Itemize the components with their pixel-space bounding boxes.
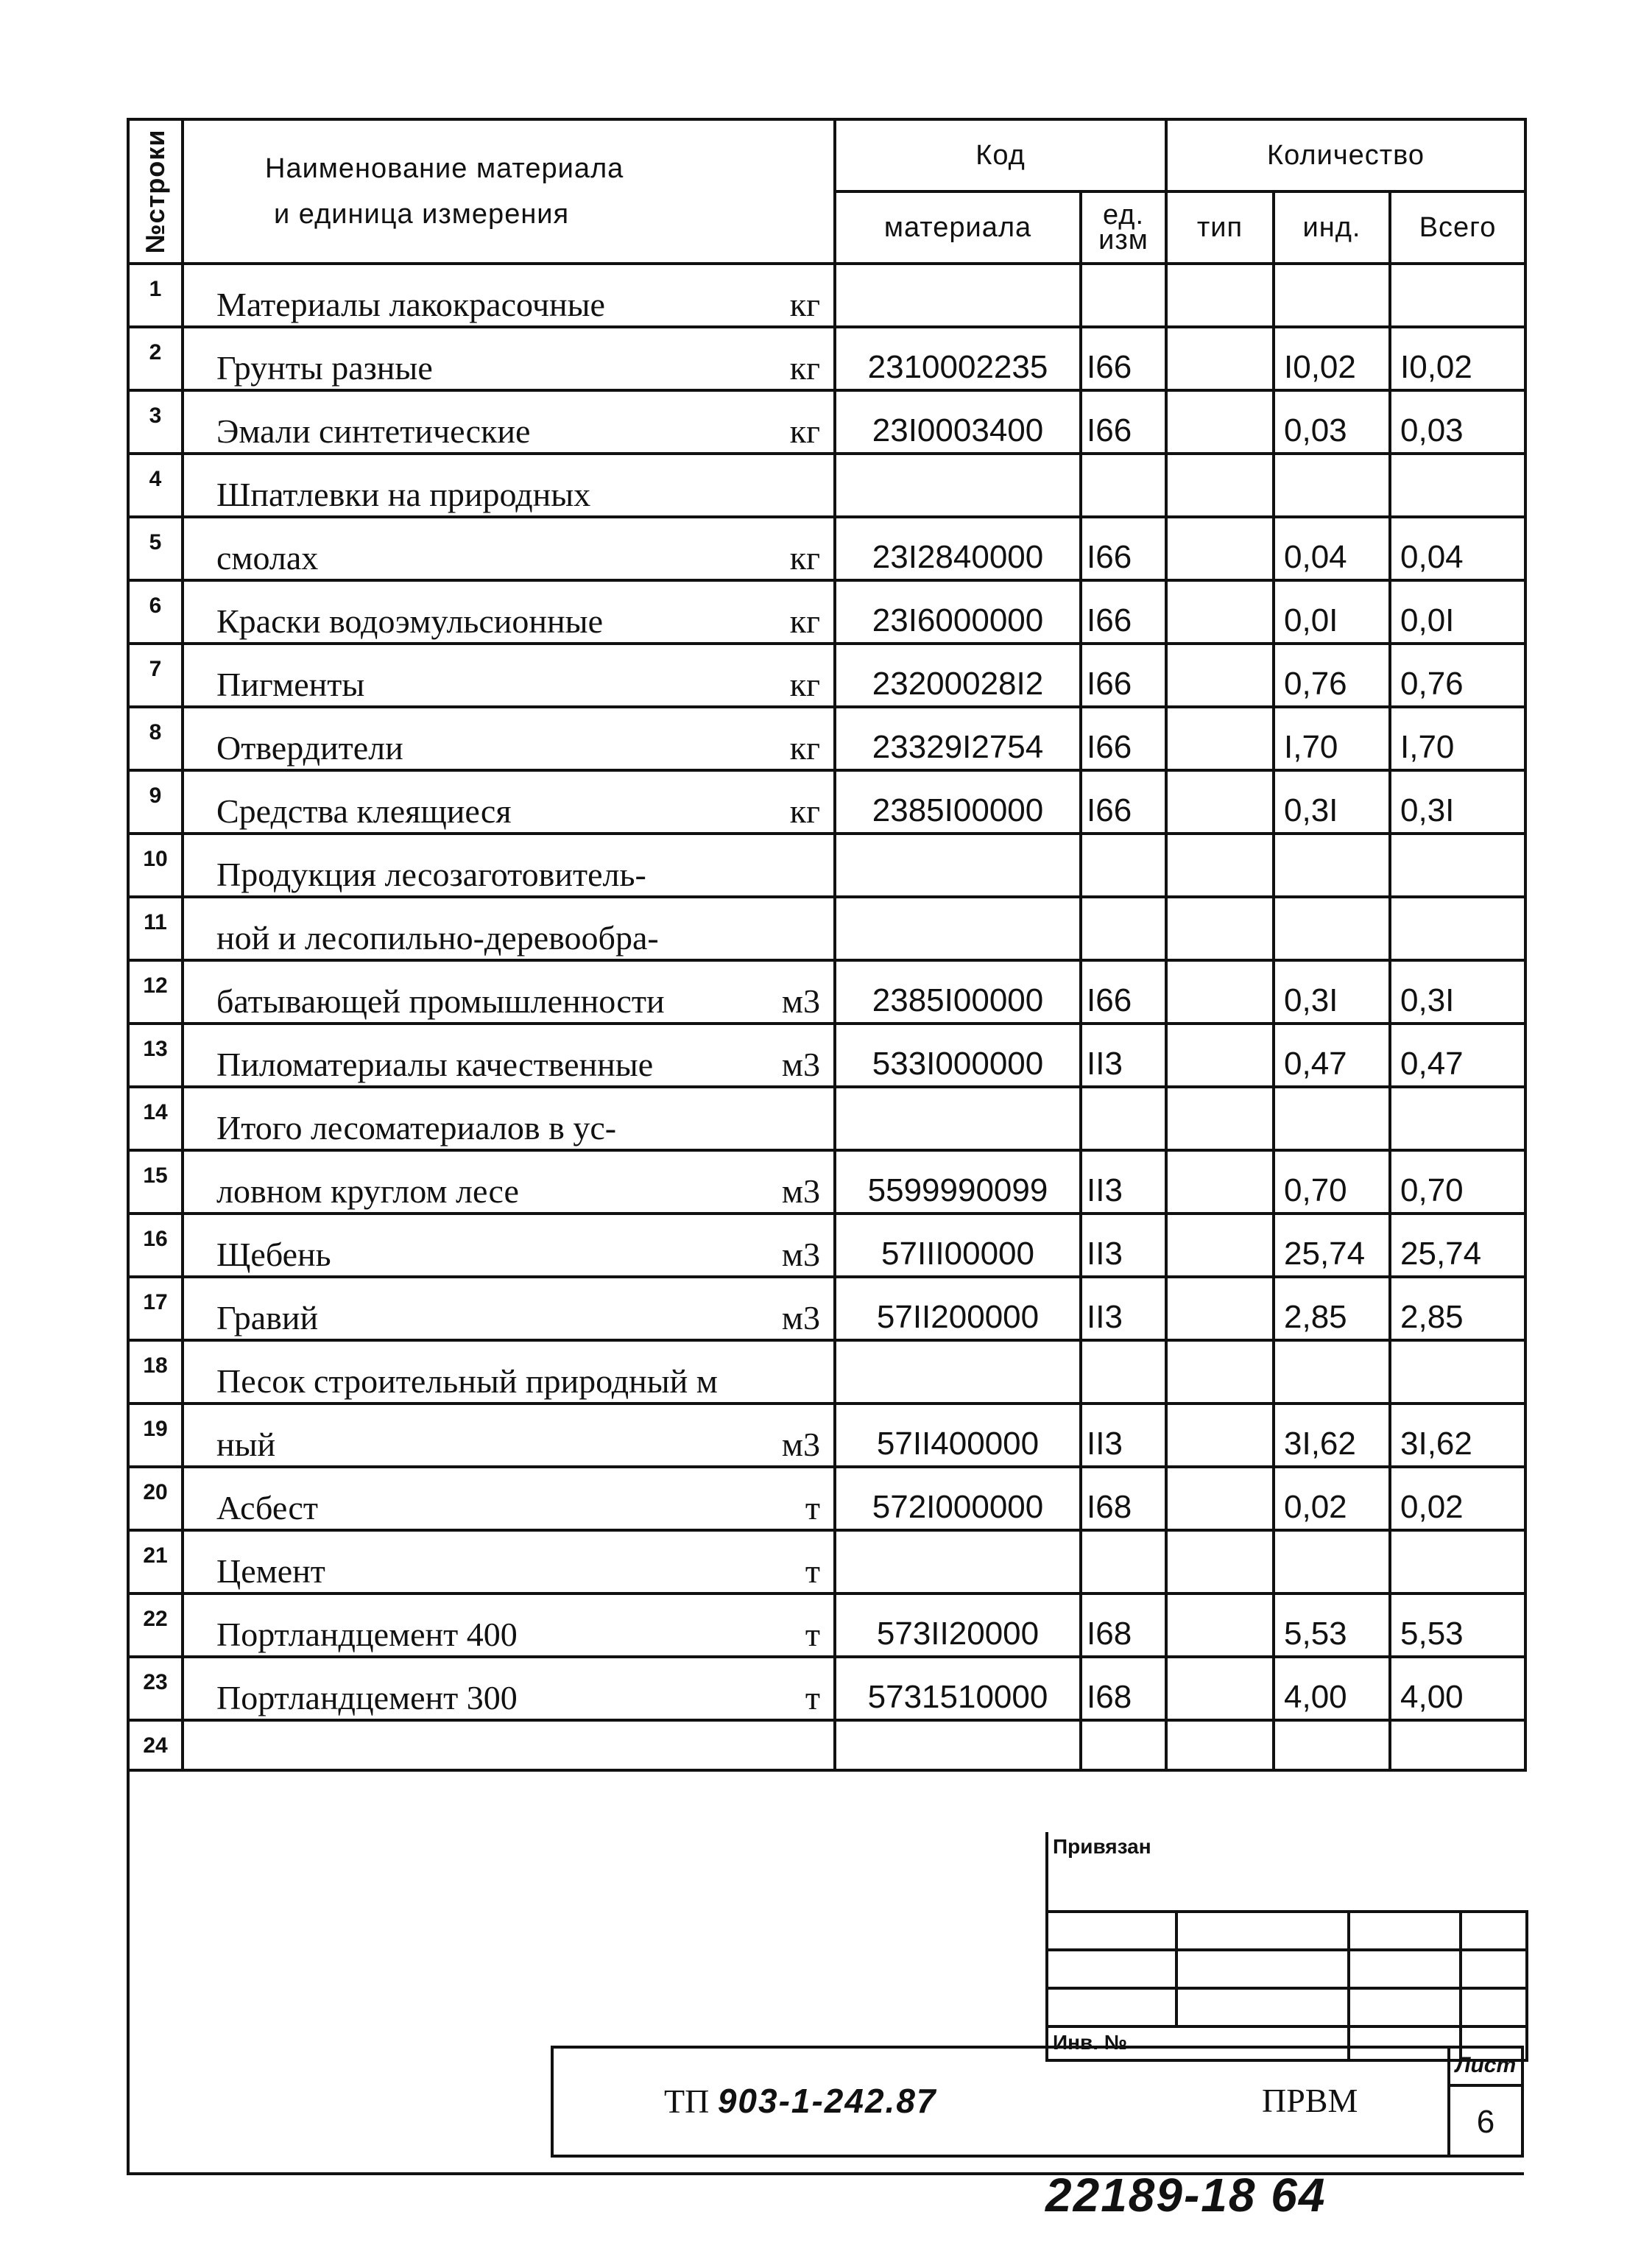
quantity-total [1390,454,1525,517]
unit-code [1081,1087,1166,1150]
table-row [128,1277,1525,1340]
name-header-line1: Наименование материала [265,153,624,184]
quantity-ind: 0,76 [1274,644,1390,707]
quantity-ind: 4,00 [1274,1657,1390,1720]
material-name-cell [183,327,835,390]
sheet-label: Лист [1450,2049,1521,2087]
unit-code: I68 [1081,1467,1166,1530]
material-name-cell [183,897,835,960]
quantity-type [1166,1214,1274,1277]
material-name: Грунты разные [216,349,433,387]
unit-code [1081,264,1166,327]
material-code: 2385I00000 [835,960,1081,1024]
quantity-type [1166,390,1274,454]
quantity-total: I0,02 [1390,327,1525,390]
quantity-ind-header: инд. [1274,191,1390,264]
row-number: 13 [128,1024,183,1087]
material-name: батывающей промышленности [216,982,665,1020]
row-number: 19 [128,1404,183,1467]
table-row [128,960,1525,1024]
row-number: 22 [128,1593,183,1657]
quantity-ind: 0,3I [1274,770,1390,834]
quantity-ind: 0,70 [1274,1150,1390,1214]
unit-code: I68 [1081,1657,1166,1720]
quantity-ind [1274,834,1390,897]
quantity-type [1166,707,1274,770]
title-block [551,2046,1524,2158]
material-code [835,1340,1081,1404]
material-name: ный [216,1426,276,1463]
material-unit: кг [789,412,820,450]
material-code: 573II20000 [835,1593,1081,1657]
material-code: 23200028I2 [835,644,1081,707]
material-unit: кг [789,349,820,387]
row-number: 1 [128,264,183,327]
row-number: 8 [128,707,183,770]
quantity-ind [1274,897,1390,960]
material-code: 5599990099 [835,1150,1081,1214]
table-row [128,517,1525,580]
quantity-type-header: тип [1166,191,1274,264]
material-name: Пиломатериалы качественные [216,1046,654,1083]
quantity-type [1166,1467,1274,1530]
material-name-cell [183,580,835,644]
quantity-total: 25,74 [1390,1214,1525,1277]
quantity-ind [1274,454,1390,517]
material-name: Пигменты [216,666,365,703]
table-row [128,770,1525,834]
quantity-ind: 0,47 [1274,1024,1390,1087]
material-code: 2310002235 [835,327,1081,390]
unit-code: II3 [1081,1277,1166,1340]
unit-code: II3 [1081,1214,1166,1277]
material-unit: кг [789,666,820,703]
table-row [128,1467,1525,1530]
quantity-total [1390,1530,1525,1593]
table-row [128,644,1525,707]
materials-table [127,118,1527,1772]
row-number: 11 [128,897,183,960]
document-mark: ПРВМ [1262,2082,1358,2119]
quantity-total-header: Всего [1390,191,1525,264]
quantity-total: 0,3I [1390,770,1525,834]
unit-code: I66 [1081,390,1166,454]
row-number: 2 [128,327,183,390]
quantity-ind: 25,74 [1274,1214,1390,1277]
unit-code: I66 [1081,327,1166,390]
code-material-header: материала [835,191,1081,264]
row-number: 14 [128,1087,183,1150]
material-name: смолах [216,539,319,577]
quantity-type [1166,1404,1274,1467]
material-unit: т [805,1616,820,1653]
quantity-type [1166,327,1274,390]
quantity-type [1166,454,1274,517]
table-body [128,264,1525,1770]
row-number: 23 [128,1657,183,1720]
quantity-ind: 0,02 [1274,1467,1390,1530]
material-code: 5731510000 [835,1657,1081,1720]
table-row [128,834,1525,897]
material-code [835,897,1081,960]
material-name: Песок строительный природный м [216,1362,718,1400]
quantity-type [1166,517,1274,580]
table-row [128,1087,1525,1150]
material-name-cell [183,1214,835,1277]
material-name-cell [183,517,835,580]
quantity-ind: 2,85 [1274,1277,1390,1340]
material-name-cell [183,1024,835,1087]
quantity-ind: I0,02 [1274,327,1390,390]
material-name: Гравий [216,1299,319,1336]
quantity-type [1166,580,1274,644]
quantity-ind: 0,0I [1274,580,1390,644]
material-name: Портландцемент 300 [216,1679,518,1716]
quantity-type [1166,1593,1274,1657]
material-name-cell [183,1277,835,1340]
table-row [128,1340,1525,1404]
quantity-total: I,70 [1390,707,1525,770]
quantity-total: 0,70 [1390,1150,1525,1214]
table-row [128,1214,1525,1277]
quantity-ind: I,70 [1274,707,1390,770]
material-code [835,1087,1081,1150]
table-row [128,390,1525,454]
bottom-handwritten-note: 22189-18 64 [1045,2169,1327,2222]
material-name: ной и лесопильно-деревообра- [216,919,659,957]
row-number: 4 [128,454,183,517]
quantity-type [1166,897,1274,960]
sheet-number: 6 [1476,2104,1495,2140]
quantity-type [1166,770,1274,834]
quantity-total: 0,02 [1390,1467,1525,1530]
quantity-total [1390,897,1525,960]
table-row [128,1404,1525,1467]
quantity-ind [1274,1087,1390,1150]
row-number: 12 [128,960,183,1024]
quantity-type [1166,1340,1274,1404]
unit-code: I66 [1081,707,1166,770]
material-code: 23329I2754 [835,707,1081,770]
unit-code: I66 [1081,517,1166,580]
name-header [183,119,835,264]
row-number: 7 [128,644,183,707]
quantity-type [1166,1087,1274,1150]
material-name: Продукция лесозаготовитель- [216,856,646,893]
quantity-total: 0,0I [1390,580,1525,644]
unit-code [1081,1720,1166,1770]
table-row [128,1593,1525,1657]
material-unit: м3 [781,1046,820,1083]
unit-code: I66 [1081,960,1166,1024]
material-unit: кг [789,792,820,830]
quantity-total: 4,00 [1390,1657,1525,1720]
quantity-ind: 3I,62 [1274,1404,1390,1467]
quantity-total [1390,1340,1525,1404]
attached-stamp [1045,1832,1528,2062]
quantity-ind: 0,3I [1274,960,1390,1024]
material-name-cell [183,1150,835,1214]
material-name-cell [183,454,835,517]
quantity-type [1166,960,1274,1024]
quantity-total: 0,03 [1390,390,1525,454]
material-name-cell [183,834,835,897]
material-unit: м3 [781,982,820,1020]
material-code [835,834,1081,897]
quantity-type [1166,1024,1274,1087]
table-row [128,1024,1525,1087]
row-number: 16 [128,1214,183,1277]
material-code [835,1530,1081,1593]
quantity-total [1390,1087,1525,1150]
material-name: Краски водоэмульсионные [216,602,603,640]
document-code [664,2081,937,2121]
material-name-cell [183,960,835,1024]
material-unit: кг [789,729,820,767]
quantity-type [1166,644,1274,707]
material-name-cell [183,770,835,834]
quantity-total [1390,1720,1525,1770]
material-code: 2385I00000 [835,770,1081,834]
material-code: 57II200000 [835,1277,1081,1340]
unit-code: I68 [1081,1593,1166,1657]
material-code: 23I6000000 [835,580,1081,644]
material-name: Шпатлевки на природных [216,476,591,513]
unit-code [1081,834,1166,897]
quantity-type [1166,1530,1274,1593]
material-name-cell [183,1467,835,1530]
unit-code: I66 [1081,644,1166,707]
quantity-total: 0,47 [1390,1024,1525,1087]
row-number: 10 [128,834,183,897]
material-unit: м3 [781,1172,820,1210]
material-unit: кг [789,539,820,577]
quantity-type [1166,1277,1274,1340]
unit-code [1081,897,1166,960]
quantity-total: 0,76 [1390,644,1525,707]
quantity-total: 2,85 [1390,1277,1525,1340]
table-row [128,1530,1525,1593]
material-unit: т [805,1489,820,1526]
row-number-header: №строки [128,119,183,264]
table-row [128,897,1525,960]
row-number: 18 [128,1340,183,1404]
name-header-line2: и единица измерения [274,199,570,230]
material-name-cell [183,1657,835,1720]
material-unit: т [805,1552,820,1590]
table-row [128,1150,1525,1214]
material-unit: м3 [781,1426,820,1463]
code-unit-header: ед. изм [1081,191,1166,264]
row-number: 24 [128,1720,183,1770]
document-prefix: ТП [664,2082,710,2120]
row-number: 20 [128,1467,183,1530]
material-name-cell [183,264,835,327]
unit-code: II3 [1081,1024,1166,1087]
quantity-type [1166,1150,1274,1214]
material-name-cell [183,707,835,770]
material-name-cell [183,1340,835,1404]
quantity-ind: 0,03 [1274,390,1390,454]
stamp-attached-label: Привязан [1047,1832,1527,1912]
material-code: 23I2840000 [835,517,1081,580]
row-number: 17 [128,1277,183,1340]
row-number: 6 [128,580,183,644]
row-number: 5 [128,517,183,580]
sheet-box [1447,2049,1521,2155]
material-code: 23I0003400 [835,390,1081,454]
material-unit: т [805,1679,820,1716]
quantity-ind [1274,264,1390,327]
quantity-ind [1274,1720,1390,1770]
material-code [835,1720,1081,1770]
material-name-cell [183,1087,835,1150]
material-name: Асбест [216,1489,318,1526]
material-code: 57II400000 [835,1404,1081,1467]
quantity-type [1166,1720,1274,1770]
quantity-type [1166,1657,1274,1720]
quantity-group-header: Количество [1166,119,1525,191]
quantity-total: 3I,62 [1390,1404,1525,1467]
unit-code: I66 [1081,770,1166,834]
material-name: ловном круглом лесе [216,1172,519,1210]
material-name: Портландцемент 400 [216,1616,518,1653]
material-unit: кг [789,602,820,640]
quantity-type [1166,264,1274,327]
document-number: 903-1-242.87 [717,2082,937,2120]
quantity-total: 5,53 [1390,1593,1525,1657]
code-group-header: Код [835,119,1166,191]
quantity-ind: 5,53 [1274,1593,1390,1657]
unit-code: II3 [1081,1150,1166,1214]
material-name: Отвердители [216,729,403,767]
material-name: Цемент [216,1552,325,1590]
unit-code [1081,454,1166,517]
row-number: 21 [128,1530,183,1593]
quantity-ind [1274,1530,1390,1593]
row-number: 3 [128,390,183,454]
material-unit: кг [789,286,820,323]
material-name-cell [183,1530,835,1593]
row-number: 15 [128,1150,183,1214]
material-name: Материалы лакокрасочные [216,286,605,323]
material-code [835,454,1081,517]
material-name: Средства клеящиеся [216,792,512,830]
quantity-total: 0,3I [1390,960,1525,1024]
table-row [128,580,1525,644]
stamp-inv-label: Инв. № [1047,2026,1349,2060]
quantity-ind: 0,04 [1274,517,1390,580]
material-code: 57III00000 [835,1214,1081,1277]
material-name-cell [183,644,835,707]
unit-code [1081,1340,1166,1404]
table-row [128,264,1525,327]
row-number: 9 [128,770,183,834]
table-row [128,707,1525,770]
table-row [128,327,1525,390]
material-name: Щебень [216,1236,331,1273]
material-unit: м3 [781,1236,820,1273]
quantity-ind [1274,1340,1390,1404]
material-unit: м3 [781,1299,820,1336]
unit-code [1081,1530,1166,1593]
unit-code: I66 [1081,580,1166,644]
material-name: Эмали синтетические [216,412,531,450]
material-name-cell [183,1720,835,1770]
unit-code: II3 [1081,1404,1166,1467]
table-row [128,1657,1525,1720]
quantity-total [1390,264,1525,327]
quantity-total: 0,04 [1390,517,1525,580]
material-code: 572I000000 [835,1467,1081,1530]
table-row [128,454,1525,517]
material-name: Итого лесоматериалов в ус- [216,1109,617,1147]
material-name-cell [183,1593,835,1657]
quantity-total [1390,834,1525,897]
material-code: 533I000000 [835,1024,1081,1087]
material-code [835,264,1081,327]
material-name-cell [183,390,835,454]
material-name-cell [183,1404,835,1467]
table-row [128,1720,1525,1770]
quantity-type [1166,834,1274,897]
